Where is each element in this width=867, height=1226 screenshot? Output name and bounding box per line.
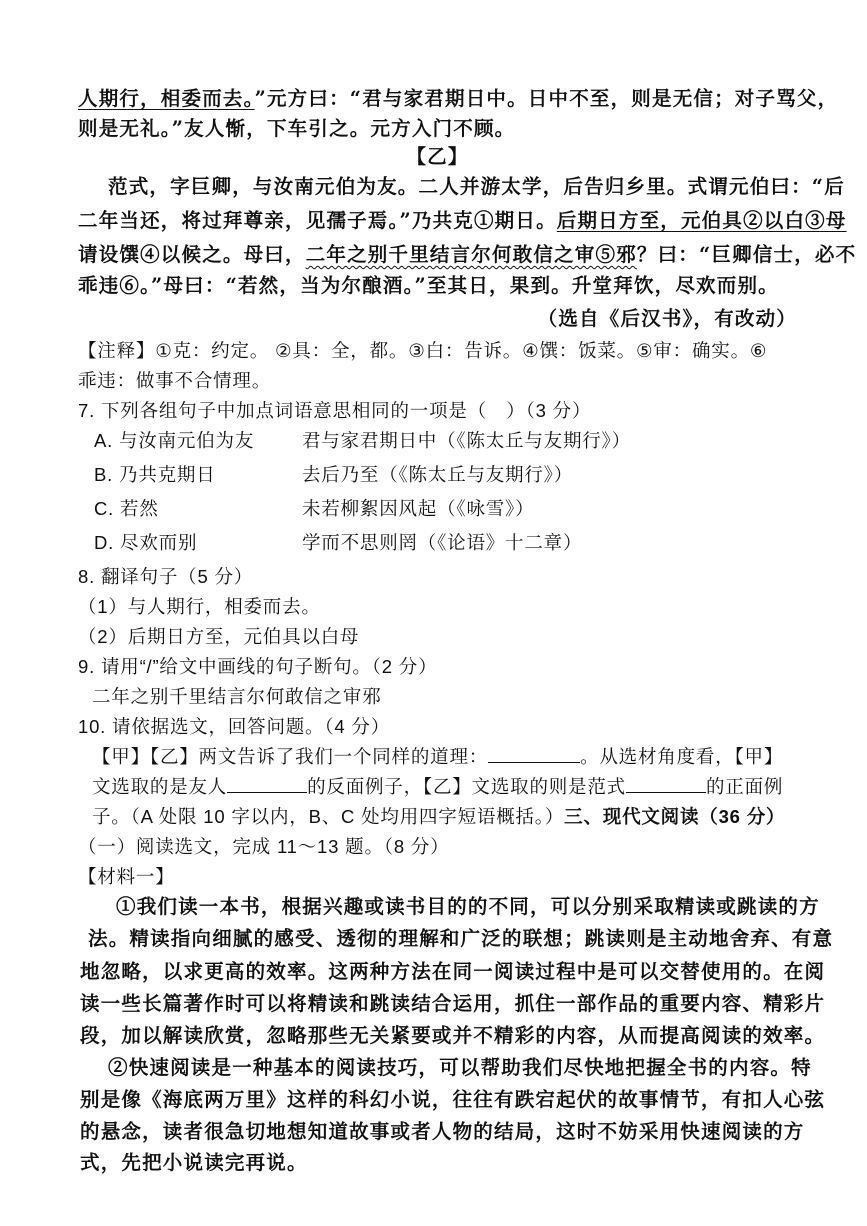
q7-option-d-right: 学而不思则罔（《论语》十二章） bbox=[302, 532, 583, 553]
q10-line-2 bbox=[92, 770, 797, 804]
answer-blank-c[interactable] bbox=[626, 772, 706, 793]
q7-option-a-right: 君与家君期日中（《陈太丘与友期行》） bbox=[302, 430, 631, 451]
q7-stem: 7. 下列各组句子中加点词语意思相同的一项是（ ）（3 分） bbox=[78, 400, 592, 421]
passage-b-wavy-sentence: 二年之别千里结言尔何敢信之审⑤邪 bbox=[305, 243, 637, 266]
passage-a-underlined-sentence: 人期行，相委而去。 bbox=[78, 87, 255, 110]
material-para-2-line-2: 别是像《海底两万里》这样的科幻小说，往往有跌宕起伏的故事情节，有扣人心弦 bbox=[80, 1088, 826, 1111]
material-para-1-line-1: ①我们读一本书，根据兴趣或读书目的的不同，可以分别采取精读或跳读的方 bbox=[116, 895, 820, 918]
q10-line-3-a: 子。（A 处限 10 字以内，B、C 处均用四字短语概括。） bbox=[92, 806, 565, 827]
q10-stem: 10. 请依据选文，回答问题。（4 分） bbox=[78, 716, 391, 737]
material-para-2-line-3: 的悬念，读者很急切地想知道故事或者人物的结局，这时不妨采用快速阅读的方 bbox=[80, 1120, 805, 1143]
passage-b-underlined-sentence: 后期日方至，元伯具②以白③母 bbox=[556, 209, 847, 232]
answer-blank-a[interactable] bbox=[488, 742, 580, 763]
passage-a-line-2: 则是无礼。”友人惭，下车引之。元方入门不顾。 bbox=[78, 117, 516, 140]
q7-option-c-right: 未若柳絮因风起（《咏雪》） bbox=[302, 498, 535, 519]
part-1-heading: （一）阅读选文，完成 11～13 题。（8 分） bbox=[78, 836, 450, 857]
q10-line-1 bbox=[92, 740, 797, 774]
q7-option-b-right: 去后乃至（《陈太丘与友期行》） bbox=[302, 464, 574, 485]
passage-b-line-3-start: 请设馔④以候之。母曰， bbox=[78, 243, 306, 266]
q7-option-d bbox=[94, 526, 797, 560]
passage-source: （选自《后汉书》，有改动） bbox=[537, 307, 797, 330]
q8-sentence-2: （2）后期日方至，元伯具以白母 bbox=[78, 626, 360, 647]
passage-b-line-1: 范式，字巨卿，与汝南元伯为友。二人并游太学，后告归乡里。式谓元伯曰：“后 bbox=[108, 175, 845, 198]
q8-sentence-1: （1）与人期行，相委而去。 bbox=[78, 596, 321, 617]
q7-option-a bbox=[94, 424, 797, 458]
passage-b-line-4: 乖违⑥。”母曰：“若然，当为尔酿酒。”至其日，果到。升堂拜饮，尽欢而别。 bbox=[78, 274, 779, 297]
notes-line-2: 乖违：做事不合情理。 bbox=[78, 370, 272, 391]
material-para-1-line-4: 读一些长篇著作时可以将精读和跳读结合运用，抓住一部作品的重要内容、精彩片 bbox=[80, 992, 826, 1015]
q7-option-b bbox=[94, 458, 797, 492]
material-para-2-line-4: 式，先把小说读完再说。 bbox=[80, 1151, 308, 1174]
q7-option-a-left: A. 与汝南元伯为友 bbox=[94, 430, 255, 451]
material-1-heading: 【材料一】 bbox=[78, 866, 175, 887]
q10-line-2-c: 的正面例 bbox=[705, 776, 784, 797]
q7-option-b-left: B. 乃共克期日 bbox=[94, 464, 216, 485]
q10-line-2-b: 的反面例子，【乙】文选取的则是范式 bbox=[307, 776, 626, 797]
q10-line-2-a: 文选取的是友人 bbox=[92, 776, 228, 797]
passage-b-line-3 bbox=[78, 238, 857, 272]
material-para-2-line-1: ②快速阅读是一种基本的阅读技巧，可以帮助我们尽快地把握全书的内容。特 bbox=[108, 1056, 812, 1079]
answer-blank-b[interactable] bbox=[227, 772, 307, 793]
q7-option-d-left: D. 尽欢而别 bbox=[94, 532, 198, 553]
material-para-1-line-3: 地忽略，以求更高的效率。这两种方法在同一阅读过程中是可以交替使用的。在阅 bbox=[80, 960, 826, 983]
q7-option-c bbox=[94, 492, 797, 526]
passage-a-line-1-rest: ”元方曰：“君与家君期日中。日中不至，则是无信；对子骂父， bbox=[254, 87, 839, 110]
q9-sentence: 二年之别千里结言尔何敢信之审邪 bbox=[92, 686, 382, 707]
passage-b-heading: 【乙】 bbox=[406, 145, 469, 168]
passage-b-line-2 bbox=[78, 204, 847, 238]
passage-a-line-1 bbox=[78, 82, 839, 116]
section-3-heading: 三、现代文阅读（36 分） bbox=[564, 806, 786, 827]
material-para-1-line-5: 段，加以解读欣赏，忽略那些无关紧要或并不精彩的内容，从而提高阅读的效率。 bbox=[80, 1024, 826, 1047]
material-para-1-line-2: 法。精读指向细腻的感受、透彻的理解和广泛的联想；跳读则是主动地舍弃、有意 bbox=[88, 927, 834, 950]
passage-b-line-2-start: 二年当还，将过拜尊亲，见孺子焉。”乃共克①期日。 bbox=[78, 209, 557, 232]
q10-line-1-a: 【甲】【乙】两文告诉了我们一个同样的道理： bbox=[92, 746, 489, 767]
q8-stem: 8. 翻译句子（5 分） bbox=[78, 566, 254, 587]
q10-line-3 bbox=[92, 800, 797, 834]
q10-line-1-b: 。从选材角度看，【甲】 bbox=[580, 746, 784, 767]
q7-option-c-left: C. 若然 bbox=[94, 498, 159, 519]
q9-stem: 9. 请用“/”给文中画线的句子断句。（2 分） bbox=[78, 656, 438, 677]
passage-b-line-3-end: ？曰：“巨卿信士，必不 bbox=[636, 243, 857, 266]
notes-line-1: 【注释】①克：约定。 ②具：全，都。③白：告诉。④馔：饭菜。⑤审：确实。⑥ bbox=[78, 340, 768, 361]
